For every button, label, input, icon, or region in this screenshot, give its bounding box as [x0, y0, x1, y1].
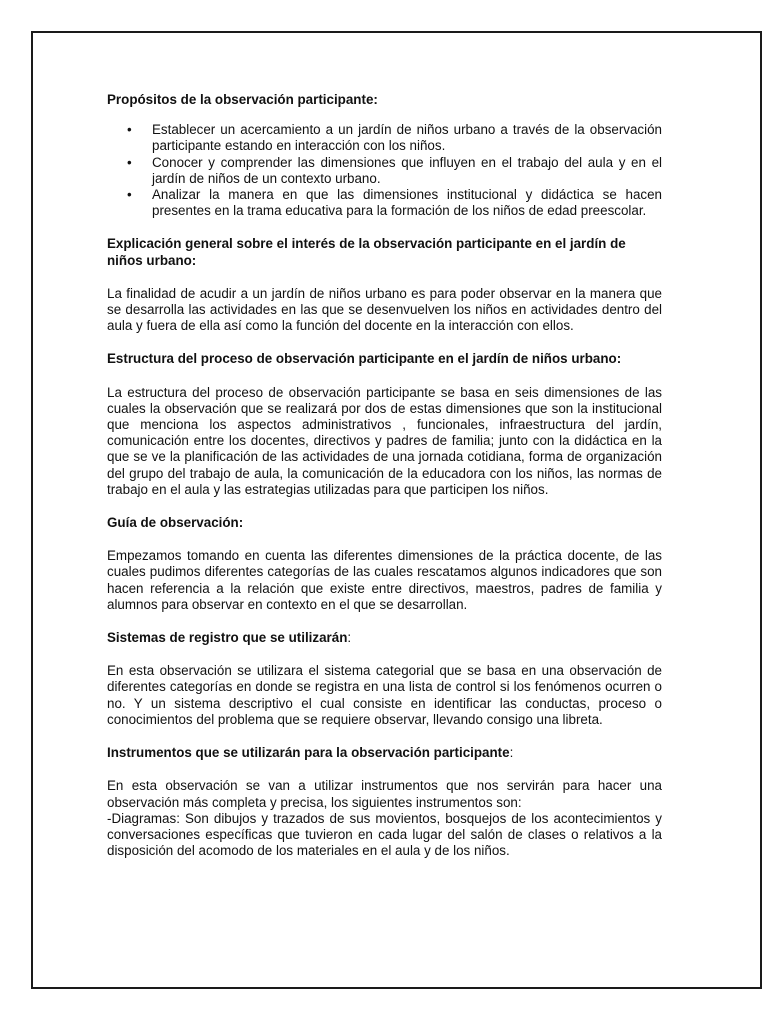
instruments-heading	[107, 745, 662, 761]
list-item-text: Analizar la manera en que las dimensiones institucional y didáctica se hacen presentes en la trama educativa para la formación de los niños de edad preescolar.	[152, 187, 662, 219]
guide-heading: Guía de observación:	[107, 515, 244, 531]
bullet-icon: •	[127, 122, 132, 138]
bullet-icon: •	[127, 187, 132, 203]
systems-heading-colon: :	[347, 630, 352, 646]
instruments-heading-text: Instrumentos que se utilizarán para la observación participante	[107, 745, 510, 761]
systems-heading	[107, 630, 662, 646]
instruments-paragraph: En esta observación se van a utilizar instrumentos que nos servirán para hacer una observación más completa y precisa, los siguientes instrumentos son:	[107, 778, 662, 810]
structure-heading: Estructura del proceso de observación participante en el jardín de niños urbano:	[107, 351, 622, 367]
guide-paragraph: Empezamos tomando en cuenta las diferentes dimensiones de la práctica docente, de las cuales pudimos diferentes categorías de las cuales rescatamos algunos indicadores que son hacen referencia a la relación que existe entre directivos, maestros, padres de familia y alumnos para observar en contexto en el que se desarrollan.	[107, 548, 662, 612]
list-item	[107, 155, 662, 187]
systems-heading-text: Sistemas de registro que se utilizarán	[107, 630, 348, 646]
bullet-icon: •	[127, 154, 132, 170]
list-item	[107, 122, 662, 154]
list-item	[107, 187, 662, 219]
systems-paragraph: En esta observación se utilizara el sistema categorial que se basa en una observación de diferentes categorías en donde se registra en una lista de control si los fenómenos ocurren o no. Y un sistema descriptivo el cual consiste en identificar las conductas, proceso o conocimientos del problema que se requiere observar, llevando consigo una libreta.	[107, 663, 662, 727]
list-item-text: Establecer un acercamiento a un jardín de niños urbano a través de la observación participante estando en interacción con los niños.	[152, 122, 662, 154]
document-body	[107, 92, 662, 859]
purposes-list	[107, 122, 662, 219]
structure-paragraph: La estructura del proceso de observación participante se basa en seis dimensiones de las cuales la observación que se realizará por dos de estas dimensiones que son la institucional que menciona los aspectos administrativos , funcionales, infraestructura del jardín, comunicación entre los docentes, directivos y padres de familia; junto con la didáctica en la que se ve la planificación de las actividades de una jornada cotidiana, forma de organización del grupo del trabajo de aula, la comunicación de la educadora con los niños, las normas de trabajo en el aula y las estrategias utilizadas para que participen los niños.	[107, 384, 662, 497]
instruments-diagrams-paragraph: -Diagramas: Son dibujos y trazados de sus movientos, bosquejos de los acontecimientos y conversaciones específicas que tuvieron en cada lugar del salón de clases o relativos a la disposición del acomodo de los materiales en el aula y de los niños.	[107, 810, 662, 859]
explanation-heading: Explicación general sobre el interés de la observación participante en el jardín de niños urbano:	[107, 236, 626, 268]
purposes-heading: Propósitos de la observación participante:	[107, 92, 378, 107]
instruments-heading-colon: :	[509, 745, 514, 761]
list-item-text: Conocer y comprender las dimensiones que influyen en el trabajo del aula y en el jardín de niños de un contexto urbano.	[152, 154, 662, 186]
explanation-paragraph: La finalidad de acudir a un jardín de niños urbano es para poder observar en la manera que se desarrolla las actividades en las que se desenvuelven los niños en actividades dentro del aula y fuera de ella así como la función del docente en la interacción con ellos.	[107, 285, 662, 334]
